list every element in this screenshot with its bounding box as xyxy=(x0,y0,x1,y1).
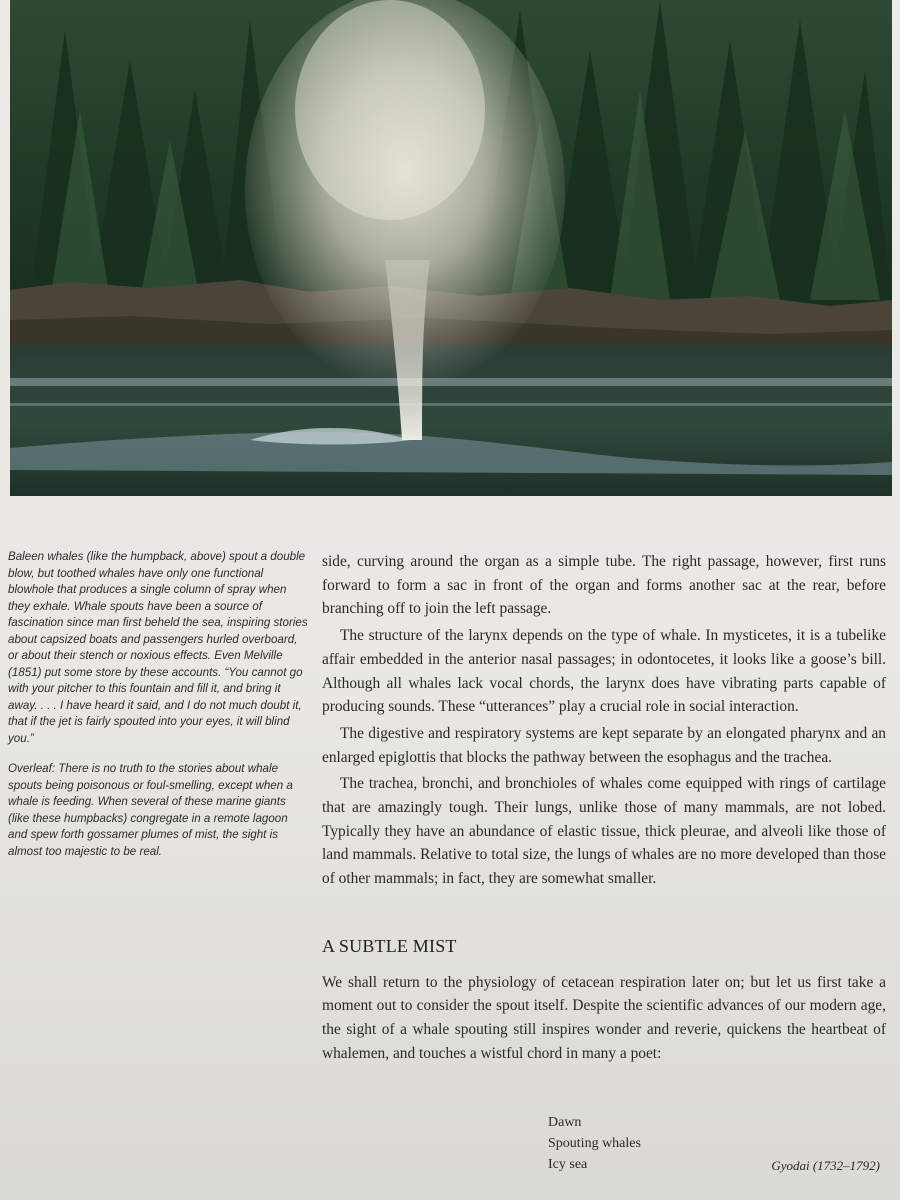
section-heading: A SUBTLE MIST xyxy=(322,935,457,956)
body-text-column xyxy=(322,550,886,1068)
poem-attribution: Gyodai (1732–1792) xyxy=(771,1158,880,1173)
whale-spout-photo xyxy=(10,0,892,496)
body-paragraph: The trachea, bronchi, and bronchioles of whales come equipped with rings of cartilage that are amazingly tough. Their lungs, unlike those of many mammals, are not lobed. Typically they have an abundance of elastic tissue, thick pleurae, and alveoli like those of land mammals. Relative to total size, the lungs of whales are no more developed than those of other mammals; in fact, they are somewhat smaller. xyxy=(322,775,886,888)
caption-column xyxy=(8,549,308,874)
photo-illustration xyxy=(10,0,892,496)
body-paragraph: side, curving around the organ as a simple tube. The right passage, however, first runs forward to form a sac in front of the organ and forms another sac at the rear, before branching off to join the left passage. xyxy=(322,553,886,618)
photo-caption: Baleen whales (like the humpback, above) spout a double blow, but toothed whales have only one functional blowhole that produces a single column of spray when they exhale. Whale spouts have been a source of fascination since man first beheld the sea, inspiring stories about capsized boats and passengers hurled overboard, or about their stench or noxious effects. Even Melville (1851) put some store by these accounts. “You cannot go with your pitcher to this fountain and fill it, and bring it away. . . . I have heard it said, and I do not much doubt it, that if the jet is fairly spouted into your eyes, it will blind you.” xyxy=(8,550,308,745)
body-paragraph: The digestive and respiratory systems are kept separate by an elongated pharynx and an enlarged epiglottis that blocks the pathway between the esophagus and the trachea. xyxy=(322,724,886,766)
poem-line: Spouting whales xyxy=(548,1136,641,1151)
haiku-poem xyxy=(548,1112,641,1175)
body-paragraph: The structure of the larynx depends on the type of whale. In mysticetes, it is a tubelike affair embedded in the anterior nasal passages; in odontocetes, it looks like a goose’s bill. Although all whales lack vocal chords, the larynx does have vibrating parts capable of producing sounds. These “utterances” play a crucial role in social interaction. xyxy=(322,627,886,716)
section-paragraph: We shall return to the physiology of cetacean respiration later on; but let us first take a moment out to consider the spout itself. Despite the scientific advances of our modern age, the sight of a whale spouting still inspires wonder and reverie, quickens the heartbeat of whalemen, and touches a wistful chord in many a poet: xyxy=(322,973,886,1062)
poem-line: Icy sea xyxy=(548,1157,588,1172)
overleaf-caption: Overleaf: There is no truth to the stories about whale spouts being poisonous or foul-smelling, except when a whale is feeding. When several of these marine giants (like these humpbacks) congregate in a remote lagoon and spew forth gossamer plumes of mist, the sight is almost too majestic to be real. xyxy=(8,762,293,858)
poem-line: Dawn xyxy=(548,1115,582,1130)
